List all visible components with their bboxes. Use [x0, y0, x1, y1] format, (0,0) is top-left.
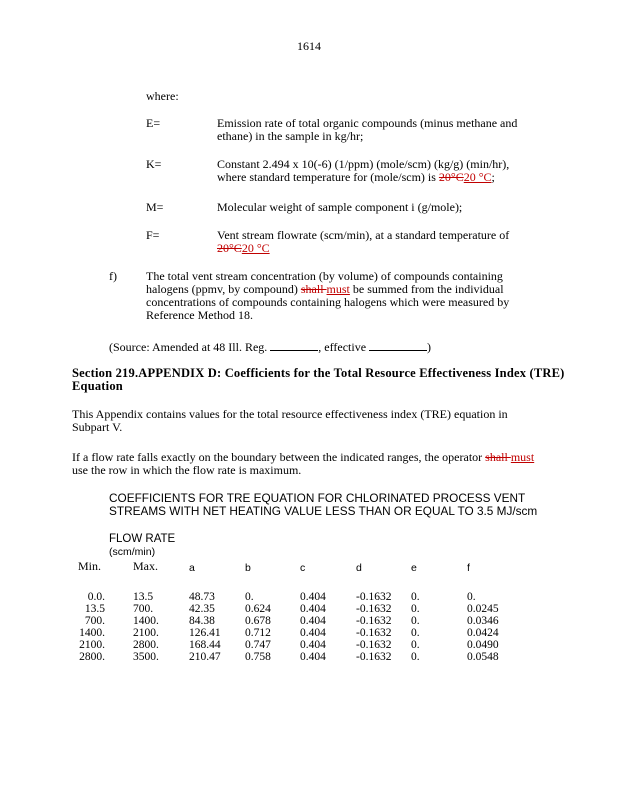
definition-text-f-line2 — [217, 242, 270, 255]
punctuation: ; — [491, 170, 495, 184]
table-cell-c: 0.404 — [300, 639, 326, 651]
deleted-text: 20°C — [217, 241, 242, 255]
definition-symbol-f: F= — [146, 228, 160, 242]
definition-text-m: Molecular weight of sample component i (g/mole); — [217, 200, 463, 214]
table-cell-a: 210.47 — [189, 651, 221, 663]
table-column-b — [245, 591, 271, 663]
table-cell-max: 2800. — [133, 639, 159, 651]
table-cell-e: 0. — [411, 603, 420, 615]
item-f-label: f) — [109, 269, 117, 283]
paragraph-flow-rate-line2: use the row in which the flow rate is maximum. — [72, 463, 302, 477]
inserted-text: 20 °C — [463, 170, 492, 184]
definition-symbol-k: K= — [146, 157, 162, 171]
table-cell-max: 13.5 — [133, 591, 154, 603]
table-cell-f: 0.0490 — [467, 639, 499, 651]
table-column-f — [467, 591, 499, 663]
where-label: where: — [146, 89, 179, 103]
item-f-line2-text: halogens (ppmv, by compound) — [146, 282, 301, 296]
table-column-a — [189, 591, 221, 663]
table-cell-f: 0.0424 — [467, 627, 499, 639]
table-cell-e: 0. — [411, 651, 420, 663]
deleted-text: shall — [300, 282, 327, 296]
table-title-line2: STREAMS WITH NET HEATING VALUE LESS THAN OR EQUAL TO 3.5 MJ/scm — [109, 504, 538, 518]
table-column-min — [75, 591, 105, 663]
table-cell-a: 48.73 — [189, 591, 215, 603]
table-cell-d: -0.1632 — [356, 615, 392, 627]
definition-text-k-line2 — [217, 171, 495, 184]
table-cell-f: 0.0548 — [467, 651, 499, 663]
table-cell-min: 1400. — [79, 627, 105, 639]
table-cell-min: 700. — [84, 615, 105, 627]
item-f-line4: Reference Method 18. — [146, 308, 253, 322]
source-blank-effective — [369, 340, 427, 351]
table-cell-b: 0.624 — [245, 603, 271, 615]
table-title-line1: COEFFICIENTS FOR TRE EQUATION FOR CHLORINATED PROCESS VENT — [109, 491, 526, 505]
table-column-max — [133, 591, 159, 663]
source-note-post: ) — [427, 340, 432, 354]
table-cell-b: 0.678 — [245, 615, 271, 627]
table-cell-c: 0.404 — [300, 615, 326, 627]
table-cell-f: 0. — [467, 591, 476, 603]
table-cell-max: 1400. — [133, 615, 159, 627]
definition-text-k-line1: Constant 2.494 x 10(-6) (1/ppm) (mole/scm) (kg/g) (min/hr), — [217, 157, 510, 171]
page-number: 1614 — [297, 39, 321, 53]
table-cell-d: -0.1632 — [356, 651, 392, 663]
table-cell-f: 0.0245 — [467, 603, 499, 615]
column-header-d: d — [356, 562, 362, 574]
table-cell-b: 0.712 — [245, 627, 271, 639]
table-cell-a: 84.38 — [189, 615, 215, 627]
table-cell-a: 168.44 — [189, 639, 221, 651]
column-header-f: f — [467, 562, 470, 574]
definition-text-f-line1: Vent stream flowrate (scm/min), at a standard temperature of — [217, 228, 510, 242]
table-column-c — [300, 591, 326, 663]
column-header-min: Min. — [78, 559, 102, 573]
source-blank-reg — [270, 340, 318, 351]
definition-text-k-line2-text: where standard temperature for (mole/scm) is — [217, 170, 439, 184]
table-cell-d: -0.1632 — [356, 591, 392, 603]
table-cell-c: 0.404 — [300, 651, 326, 663]
table-cell-b: 0. — [245, 591, 254, 603]
table-cell-max: 2100. — [133, 627, 159, 639]
table-cell-max: 700. — [133, 603, 154, 615]
table-cell-d: -0.1632 — [356, 627, 392, 639]
source-note-mid: , effective — [318, 340, 370, 354]
column-header-c: c — [300, 562, 306, 574]
table-cell-f: 0.0346 — [467, 615, 499, 627]
table-cell-b: 0.758 — [245, 651, 271, 663]
table-cell-min: 13.5 — [84, 603, 105, 615]
definition-text-e-line1: Emission rate of total organic compounds (minus methane and — [217, 116, 518, 130]
table-cell-c: 0.404 — [300, 591, 326, 603]
deleted-text: shall — [485, 450, 511, 464]
section-heading-line1: Section 219.APPENDIX D: Coefficients for the Total Resource Effectiveness Index (TRE) — [72, 366, 565, 380]
paragraph-appendix-line1: This Appendix contains values for the total resource effectiveness index (TRE) equation in — [72, 407, 508, 421]
table-cell-e: 0. — [411, 591, 420, 603]
definition-text-e-line2: ethane) in the sample in kg/hr; — [217, 129, 364, 143]
flow-rate-units: (scm/min) — [109, 546, 156, 558]
table-column-d — [356, 591, 391, 663]
table-cell-e: 0. — [411, 627, 420, 639]
inserted-text: must — [510, 450, 535, 464]
section-heading-line2: Equation — [72, 379, 123, 393]
source-note — [109, 340, 431, 354]
table-cell-d: -0.1632 — [356, 639, 392, 651]
definition-symbol-e: E= — [146, 116, 161, 130]
paragraph-flow-rate-text: If a flow rate falls exactly on the boundary between the indicated ranges, the operator — [72, 450, 486, 464]
table-cell-min: 0.0. — [87, 591, 105, 603]
column-header-a: a — [189, 562, 195, 574]
table-cell-e: 0. — [411, 615, 420, 627]
paragraph-appendix-line2: Subpart V. — [72, 420, 123, 434]
table-cell-max: 3500. — [133, 651, 159, 663]
table-cell-e: 0. — [411, 639, 420, 651]
table-cell-a: 42.35 — [189, 603, 215, 615]
flow-rate-header: FLOW RATE — [109, 533, 176, 545]
item-f-line3: concentrations of compounds containing halogens which were measured by — [146, 295, 510, 309]
table-column-e — [411, 591, 420, 663]
source-note-pre: (Source: Amended at 48 Ill. Reg. — [109, 340, 271, 354]
table-cell-d: -0.1632 — [356, 603, 392, 615]
column-header-e: e — [411, 562, 417, 574]
table-cell-a: 126.41 — [189, 627, 221, 639]
table-cell-b: 0.747 — [245, 639, 271, 651]
item-f-line2-rest: be summed from the individual — [349, 282, 504, 296]
table-cell-min: 2100. — [79, 639, 105, 651]
inserted-text: must — [326, 282, 350, 296]
item-f-line1: The total vent stream concentration (by volume) of compounds containing — [146, 269, 503, 283]
column-header-b: b — [245, 562, 251, 574]
table-cell-c: 0.404 — [300, 627, 326, 639]
table-cell-c: 0.404 — [300, 603, 326, 615]
column-header-max: Max. — [133, 559, 158, 573]
deleted-text: 20°C — [438, 170, 464, 184]
table-cell-min: 2800. — [79, 651, 105, 663]
inserted-text: 20 °C — [241, 241, 270, 255]
definition-symbol-m: M= — [146, 200, 164, 214]
